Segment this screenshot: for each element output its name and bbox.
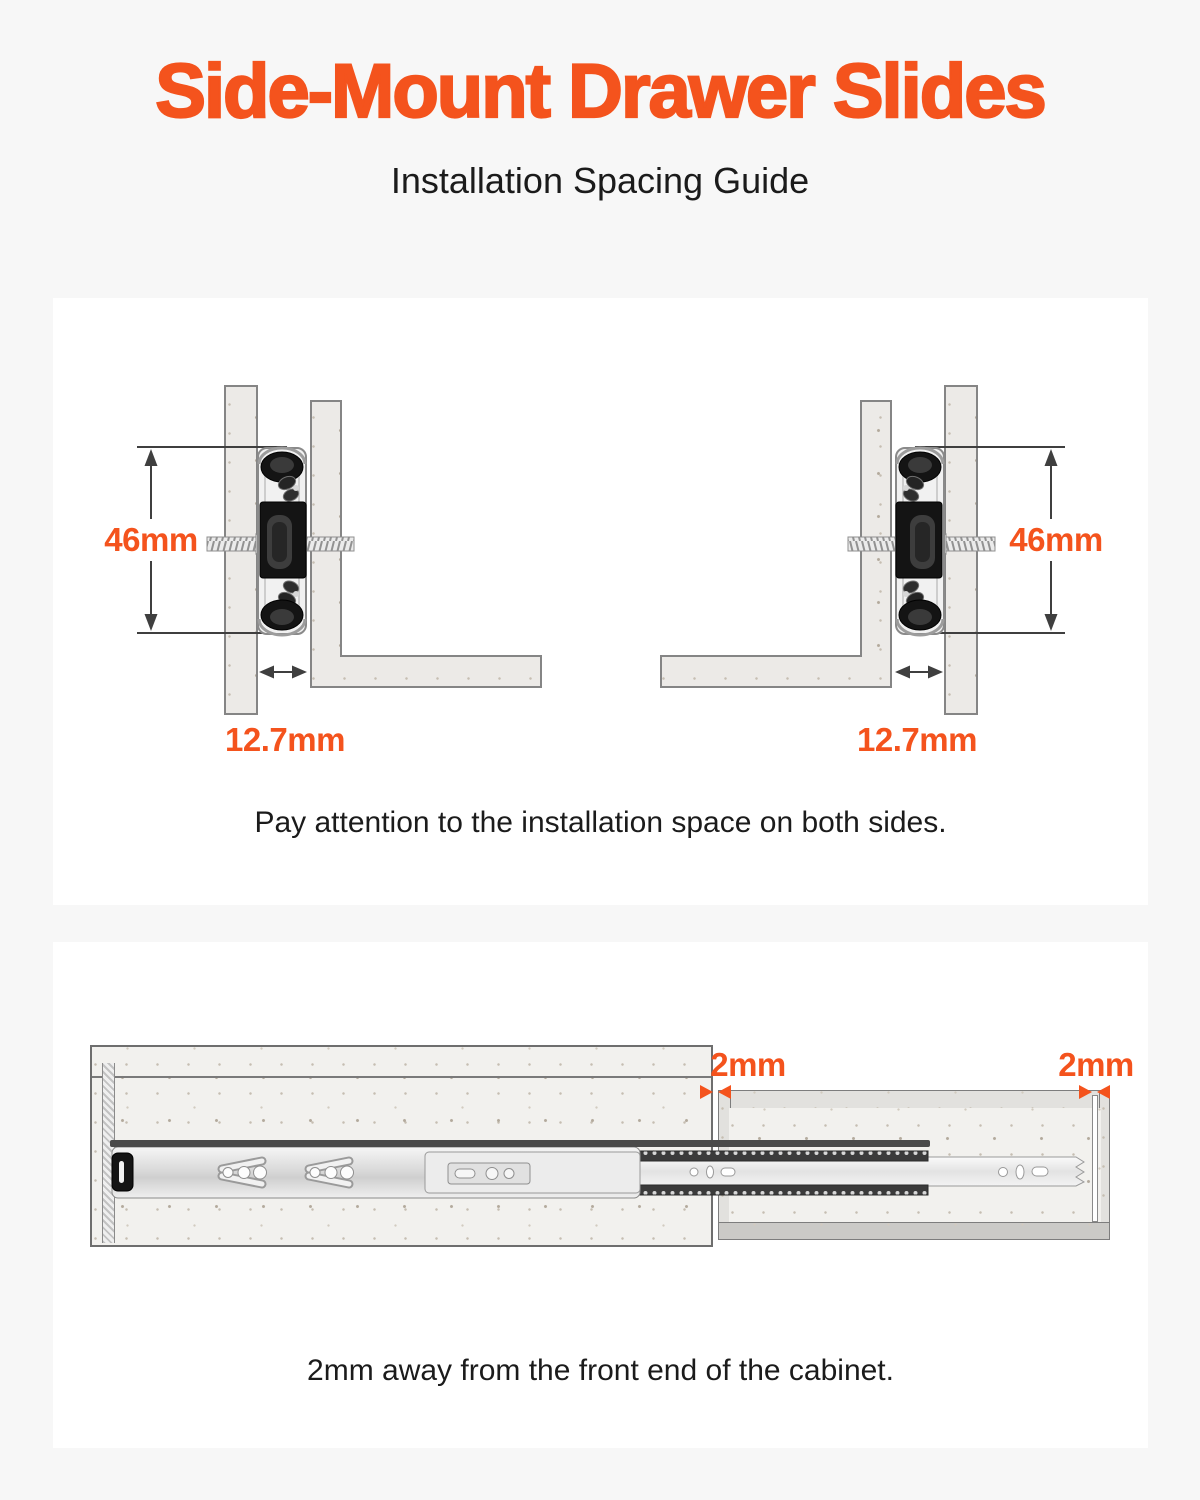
page-title: Side-Mount Drawer Slides: [155, 49, 1045, 134]
drawer-front-gap-strip: [1092, 1095, 1098, 1222]
front-gap-panel: [53, 942, 1148, 1448]
side-gap-label-left: 12.7mm: [225, 721, 345, 758]
side-gap-arrow-right: [895, 664, 943, 680]
side-gap-label-right: 12.7mm: [857, 721, 977, 758]
drawer-slide-extended: [110, 1138, 1090, 1200]
cabinet-front-gap-label: 2mm: [710, 1046, 786, 1083]
slide-cross-section-left: [203, 445, 358, 637]
page-subtitle: Installation Spacing Guide: [390, 160, 810, 201]
cabinet-gap-arrow-right-icon: [700, 1085, 713, 1099]
drawer-gap-arrow-right-icon: [1079, 1085, 1092, 1099]
spacing-caption: Pay attention to the installation space on both sides.: [254, 806, 947, 839]
cabinet-inner-edge-line: [92, 1076, 711, 1078]
side-gap-arrow-left: [259, 664, 307, 680]
slide-cross-section-right: [844, 445, 999, 637]
front-gap-caption: 2mm away from the front end of the cabinet.: [307, 1354, 894, 1387]
spacing-guide-panel: [53, 298, 1148, 905]
height-label-left: 46mm: [101, 519, 200, 561]
drawer-bottom-wall: [718, 1222, 1110, 1240]
cabinet-gap-arrow-left-icon: [718, 1085, 731, 1099]
drawer-front-gap-label: 2mm: [1058, 1046, 1134, 1083]
drawer-top-wall: [718, 1090, 1110, 1110]
height-label-right: 46mm: [1006, 519, 1105, 561]
drawer-gap-arrow-left-icon: [1097, 1085, 1110, 1099]
